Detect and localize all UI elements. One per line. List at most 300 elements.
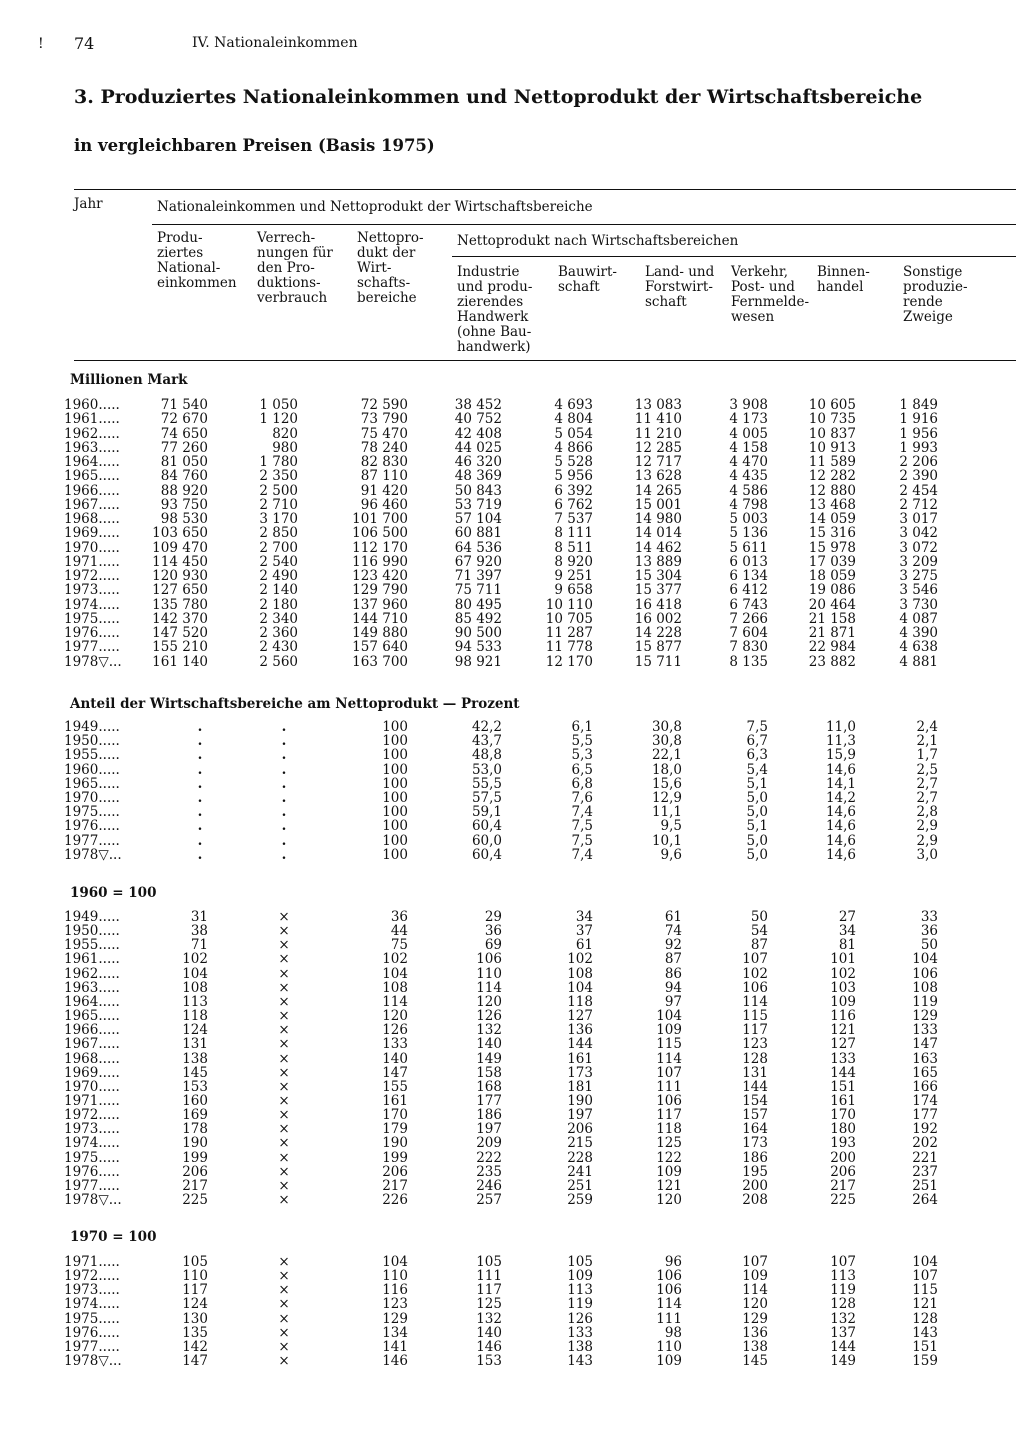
- cell-verrechnungen: 2 430: [259, 639, 298, 656]
- cell-bauwirtschaft: 7,4: [571, 804, 593, 821]
- cell-verrechnungen: ×: [278, 1296, 290, 1313]
- row-year: 1978▽...: [64, 653, 122, 670]
- cell-nettoprodukt: 199: [382, 1149, 408, 1166]
- cell-nettoprodukt: 78 240: [360, 439, 408, 456]
- cell-verrechnungen: 2 500: [259, 482, 298, 499]
- cell-nettoprodukt: 100: [382, 747, 408, 764]
- table-row: [0, 910, 1024, 924]
- col-header-land-forst: Land- und Forstwirt- schaft: [645, 264, 715, 310]
- cell-nettoprodukt: 100: [382, 818, 408, 835]
- cell-verrechnungen: ×: [278, 923, 290, 940]
- table-row: [0, 655, 1024, 669]
- cell-sonstige: 2,9: [916, 832, 938, 849]
- col-header-bauwirtschaft: Bauwirt- schaft: [558, 264, 617, 295]
- cell-bauwirtschaft: 6,1: [571, 719, 593, 735]
- cell-land-forst: 11 210: [634, 425, 682, 442]
- cell-verkehr: 50: [750, 909, 768, 925]
- cell-binnenhandel: 144: [830, 1338, 856, 1355]
- cell-bauwirtschaft: 34: [575, 909, 593, 925]
- cell-nettoprodukt: 163 700: [352, 653, 408, 670]
- row-year: 1955.....: [64, 747, 120, 764]
- cell-industrie: 53,0: [471, 761, 502, 778]
- cell-verrechnungen: 2 140: [259, 582, 298, 599]
- cell-verrechnungen: .: [281, 818, 287, 835]
- cell-binnenhandel: 170: [830, 1107, 856, 1124]
- cell-verrechnungen: .: [281, 832, 287, 849]
- cell-bauwirtschaft: 7,6: [571, 790, 593, 806]
- cell-bauwirtschaft: 5 956: [554, 468, 593, 485]
- cell-nettoprodukt: 140: [382, 1050, 408, 1067]
- cell-sonstige: 4 638: [899, 639, 938, 656]
- cell-verrechnungen: .: [281, 804, 287, 821]
- cell-produziertes-ne: 71: [190, 937, 208, 954]
- cell-industrie: 98 921: [454, 653, 502, 670]
- cell-verkehr: 5,1: [746, 775, 768, 792]
- cell-produziertes-ne: 206: [182, 1163, 208, 1180]
- cell-land-forst: 117: [656, 1107, 682, 1124]
- cell-produziertes-ne: .: [197, 846, 203, 863]
- cell-verkehr: 173: [742, 1135, 768, 1152]
- row-year: 1960.....: [64, 761, 120, 778]
- cell-produziertes-ne: 124: [182, 1022, 208, 1039]
- table-row: [0, 1094, 1024, 1108]
- cell-bauwirtschaft: 113: [567, 1282, 593, 1299]
- cell-verkehr: 120: [742, 1296, 768, 1313]
- table-row: [0, 777, 1024, 791]
- cell-verrechnungen: .: [281, 733, 287, 750]
- cell-industrie: 132: [476, 1310, 502, 1327]
- table-row: [0, 1312, 1024, 1326]
- cell-verrechnungen: .: [281, 719, 287, 735]
- cell-industrie: 75 711: [454, 582, 502, 599]
- cell-industrie: 60,0: [471, 832, 502, 849]
- cell-verrechnungen: 2 850: [259, 525, 298, 542]
- cell-binnenhandel: 206: [830, 1163, 856, 1180]
- row-year: 1968.....: [64, 1050, 120, 1067]
- cell-land-forst: 9,5: [660, 818, 682, 835]
- cell-land-forst: 104: [656, 1008, 682, 1025]
- cell-nettoprodukt: 149 880: [352, 625, 408, 641]
- cell-industrie: 140: [476, 1324, 502, 1341]
- cell-produziertes-ne: 31: [190, 909, 208, 925]
- cell-sonstige: 2,1: [916, 733, 938, 750]
- cell-nettoprodukt: 96 460: [360, 496, 408, 513]
- table-row: [0, 805, 1024, 819]
- cell-verkehr: 6 134: [729, 568, 768, 584]
- cell-sonstige: 177: [912, 1107, 938, 1124]
- cell-binnenhandel: 14,2: [825, 790, 856, 806]
- cell-produziertes-ne: 110: [182, 1268, 208, 1285]
- cell-bauwirtschaft: 5,3: [571, 747, 593, 764]
- cell-bauwirtschaft: 5 528: [554, 454, 593, 470]
- cell-verkehr: 109: [742, 1268, 768, 1285]
- table-row: [0, 995, 1024, 1009]
- table-row: [0, 512, 1024, 526]
- cell-land-forst: 109: [656, 1353, 682, 1370]
- row-year: 1976.....: [64, 818, 120, 835]
- cell-produziertes-ne: .: [197, 761, 203, 778]
- col-header-binnenhandel: Binnen- handel: [817, 264, 870, 295]
- cell-land-forst: 114: [656, 1296, 682, 1313]
- cell-verrechnungen: ×: [278, 1036, 290, 1053]
- cell-sonstige: 2,9: [916, 818, 938, 835]
- cell-verrechnungen: ×: [278, 1078, 290, 1095]
- cell-industrie: 158: [476, 1064, 502, 1081]
- cell-sonstige: 4 390: [899, 625, 938, 641]
- cell-bauwirtschaft: 8 511: [554, 539, 593, 556]
- cell-produziertes-ne: 142 370: [152, 610, 208, 627]
- cell-nettoprodukt: 206: [382, 1163, 408, 1180]
- table-row: [0, 598, 1024, 612]
- cell-land-forst: 115: [656, 1036, 682, 1053]
- table-row: [0, 1009, 1024, 1023]
- cell-bauwirtschaft: 259: [567, 1192, 593, 1208]
- cell-bauwirtschaft: 6,5: [571, 761, 593, 778]
- table-row: [0, 427, 1024, 441]
- cell-verrechnungen: ×: [278, 1050, 290, 1067]
- cell-land-forst: 61: [664, 909, 682, 925]
- cell-verrechnungen: .: [281, 790, 287, 806]
- cell-verrechnungen: ×: [278, 1268, 290, 1285]
- cell-produziertes-ne: 103 650: [152, 525, 208, 542]
- cell-binnenhandel: 14,1: [825, 775, 856, 792]
- cell-binnenhandel: 14,6: [825, 761, 856, 778]
- cell-land-forst: 9,6: [660, 846, 682, 863]
- cell-land-forst: 11,1: [651, 804, 682, 821]
- cell-sonstige: 104: [912, 1254, 938, 1270]
- row-year: 1971.....: [64, 553, 120, 570]
- cell-sonstige: 237: [912, 1163, 938, 1180]
- table-row: [0, 1165, 1024, 1179]
- table-row: [0, 526, 1024, 540]
- cell-nettoprodukt: 100: [382, 832, 408, 849]
- group-header-rule: [152, 224, 1016, 225]
- cell-bauwirtschaft: 105: [567, 1254, 593, 1270]
- row-year: 1965.....: [64, 775, 120, 792]
- cell-bauwirtschaft: 7,5: [571, 832, 593, 849]
- cell-nettoprodukt: 110: [382, 1268, 408, 1285]
- cell-industrie: 125: [476, 1296, 502, 1313]
- cell-verkehr: 4 586: [729, 482, 768, 499]
- cell-sonstige: 3 017: [899, 511, 938, 527]
- row-year: 1964.....: [64, 993, 120, 1010]
- cell-industrie: 71 397: [454, 568, 502, 584]
- cell-verkehr: 117: [742, 1022, 768, 1039]
- cell-nettoprodukt: 147: [382, 1064, 408, 1081]
- cell-binnenhandel: 11,3: [825, 733, 856, 750]
- col-header-nettoprodukt: Nettopro- dukt der Wirt- schafts- bereiche: [357, 230, 424, 306]
- cell-industrie: 246: [476, 1177, 502, 1194]
- row-year: 1975.....: [64, 1149, 120, 1166]
- cell-verrechnungen: 2 560: [259, 653, 298, 670]
- cell-nettoprodukt: 170: [382, 1107, 408, 1124]
- row-year: 1962.....: [64, 965, 120, 982]
- cell-binnenhandel: 101: [830, 951, 856, 968]
- row-year: 1955.....: [64, 937, 120, 954]
- cell-verrechnungen: ×: [278, 1192, 290, 1208]
- cell-sonstige: 1 956: [899, 425, 938, 442]
- cell-produziertes-ne: .: [197, 747, 203, 764]
- cell-binnenhandel: 119: [830, 1282, 856, 1299]
- table-row: [0, 848, 1024, 862]
- cell-produziertes-ne: 84 760: [160, 468, 208, 485]
- row-year: 1966.....: [64, 1022, 120, 1039]
- cell-land-forst: 15,6: [651, 775, 682, 792]
- cell-industrie: 48,8: [471, 747, 502, 764]
- cell-verkehr: 115: [742, 1008, 768, 1025]
- cell-industrie: 222: [476, 1149, 502, 1166]
- cell-verrechnungen: ×: [278, 965, 290, 982]
- table-row: [0, 555, 1024, 569]
- cell-produziertes-ne: 72 670: [160, 411, 208, 428]
- cell-nettoprodukt: 36: [390, 909, 408, 925]
- cell-industrie: 60 881: [454, 525, 502, 542]
- cell-produziertes-ne: 117: [182, 1282, 208, 1299]
- cell-produziertes-ne: .: [197, 733, 203, 750]
- cell-binnenhandel: 13 468: [808, 496, 856, 513]
- cell-nettoprodukt: 179: [382, 1121, 408, 1138]
- cell-verrechnungen: 3 170: [259, 511, 298, 527]
- cell-bauwirtschaft: 4 866: [554, 439, 593, 456]
- row-year: 1973.....: [64, 1282, 120, 1299]
- cell-sonstige: 119: [912, 993, 938, 1010]
- table-row: [0, 1023, 1024, 1037]
- cell-binnenhandel: 20 464: [808, 596, 856, 613]
- cell-produziertes-ne: 113: [182, 993, 208, 1010]
- cell-verkehr: 106: [742, 979, 768, 996]
- table-row: [0, 1283, 1024, 1297]
- cell-verkehr: 6,7: [746, 733, 768, 750]
- cell-nettoprodukt: 100: [382, 733, 408, 750]
- cell-industrie: 105: [476, 1254, 502, 1270]
- cell-produziertes-ne: 77 260: [160, 439, 208, 456]
- cell-land-forst: 118: [656, 1121, 682, 1138]
- table-row: [0, 1037, 1024, 1051]
- cell-sonstige: 1 849: [899, 397, 938, 413]
- table-row: [0, 441, 1024, 455]
- cell-bauwirtschaft: 190: [567, 1092, 593, 1109]
- cell-verrechnungen: .: [281, 747, 287, 764]
- cell-verrechnungen: ×: [278, 951, 290, 968]
- cell-verrechnungen: .: [281, 775, 287, 792]
- table-row: [0, 1179, 1024, 1193]
- cell-verkehr: 7 604: [729, 625, 768, 641]
- cell-bauwirtschaft: 9 251: [554, 568, 593, 584]
- row-year: 1976.....: [64, 1163, 120, 1180]
- table-row: [0, 640, 1024, 654]
- cell-bauwirtschaft: 5,5: [571, 733, 593, 750]
- row-year: 1960.....: [64, 397, 120, 413]
- cell-verrechnungen: ×: [278, 1310, 290, 1327]
- cell-produziertes-ne: 102: [182, 951, 208, 968]
- cell-verrechnungen: ×: [278, 1022, 290, 1039]
- cell-produziertes-ne: 138: [182, 1050, 208, 1067]
- table-row: [0, 1269, 1024, 1283]
- cell-verrechnungen: ×: [278, 979, 290, 996]
- cell-land-forst: 14 265: [634, 482, 682, 499]
- cell-binnenhandel: 121: [830, 1022, 856, 1039]
- cell-industrie: 168: [476, 1078, 502, 1095]
- cell-industrie: 64 536: [454, 539, 502, 556]
- cell-land-forst: 94: [664, 979, 682, 996]
- cell-bauwirtschaft: 109: [567, 1268, 593, 1285]
- table-row: [0, 1066, 1024, 1080]
- cell-binnenhandel: 109: [830, 993, 856, 1010]
- table-row: [0, 498, 1024, 512]
- cell-land-forst: 121: [656, 1177, 682, 1194]
- cell-bauwirtschaft: 136: [567, 1022, 593, 1039]
- cell-binnenhandel: 15 978: [808, 539, 856, 556]
- cell-verkehr: 186: [742, 1149, 768, 1166]
- cell-verrechnungen: .: [281, 761, 287, 778]
- cell-industrie: 177: [476, 1092, 502, 1109]
- cell-verkehr: 5 003: [729, 511, 768, 527]
- cell-sonstige: 2 206: [899, 454, 938, 470]
- cell-nettoprodukt: 116 990: [352, 553, 408, 570]
- cell-bauwirtschaft: 6 762: [554, 496, 593, 513]
- table-row: [0, 938, 1024, 952]
- cell-produziertes-ne: 105: [182, 1254, 208, 1270]
- cell-industrie: 126: [476, 1008, 502, 1025]
- cell-verrechnungen: 2 710: [259, 496, 298, 513]
- cell-binnenhandel: 132: [830, 1310, 856, 1327]
- cell-land-forst: 16 002: [634, 610, 682, 627]
- table-row: [0, 1354, 1024, 1368]
- cell-bauwirtschaft: 8 920: [554, 553, 593, 570]
- row-year: 1978▽...: [64, 1192, 122, 1208]
- cell-bauwirtschaft: 11 287: [545, 625, 593, 641]
- cell-bauwirtschaft: 5 054: [554, 425, 593, 442]
- cell-nettoprodukt: 100: [382, 761, 408, 778]
- row-year: 1976.....: [64, 625, 120, 641]
- cell-industrie: 57,5: [471, 790, 502, 806]
- cell-sonstige: 174: [912, 1092, 938, 1109]
- cell-industrie: 40 752: [454, 411, 502, 428]
- cell-bauwirtschaft: 10 110: [545, 596, 593, 613]
- table-row: [0, 763, 1024, 777]
- cell-verkehr: 5 611: [729, 539, 768, 556]
- row-year: 1972.....: [64, 1268, 120, 1285]
- cell-verrechnungen: ×: [278, 1338, 290, 1355]
- cell-industrie: 60,4: [471, 846, 502, 863]
- table-row: [0, 484, 1024, 498]
- group-header: Nationaleinkommen und Nettoprodukt der Wirtschaftsbereiche: [157, 199, 593, 215]
- table-row: [0, 583, 1024, 597]
- table-row: [0, 1052, 1024, 1066]
- cell-produziertes-ne: 114 450: [152, 553, 208, 570]
- cell-verkehr: 87: [750, 937, 768, 954]
- cell-verrechnungen: 2 350: [259, 468, 298, 485]
- cell-industrie: 94 533: [454, 639, 502, 656]
- cell-sonstige: 151: [912, 1338, 938, 1355]
- cell-verrechnungen: ×: [278, 1163, 290, 1180]
- cell-binnenhandel: 10 605: [808, 397, 856, 413]
- table-row: [0, 924, 1024, 938]
- cell-produziertes-ne: 147 520: [152, 625, 208, 641]
- cell-verkehr: 5,0: [746, 790, 768, 806]
- cell-nettoprodukt: 100: [382, 719, 408, 735]
- cell-land-forst: 30,8: [651, 733, 682, 750]
- cell-sonstige: 121: [912, 1296, 938, 1313]
- cell-land-forst: 22,1: [651, 747, 682, 764]
- cell-sonstige: 1,7: [916, 747, 938, 764]
- cell-produziertes-ne: 199: [182, 1149, 208, 1166]
- cell-binnenhandel: 17 039: [808, 553, 856, 570]
- cell-verrechnungen: 1 120: [259, 411, 298, 428]
- cell-land-forst: 30,8: [651, 719, 682, 735]
- cell-binnenhandel: 107: [830, 1254, 856, 1270]
- cell-verrechnungen: 1 050: [259, 397, 298, 413]
- cell-verkehr: 5,0: [746, 804, 768, 821]
- row-year: 1972.....: [64, 1107, 120, 1124]
- cell-produziertes-ne: 153: [182, 1078, 208, 1095]
- page-subtitle: in vergleichbaren Preisen (Basis 1975): [74, 136, 435, 155]
- cell-industrie: 59,1: [471, 804, 502, 821]
- cell-produziertes-ne: 142: [182, 1338, 208, 1355]
- row-year: 1972.....: [64, 568, 120, 584]
- cell-nettoprodukt: 129 790: [352, 582, 408, 599]
- cell-binnenhandel: 10 913: [808, 439, 856, 456]
- cell-nettoprodukt: 133: [382, 1036, 408, 1053]
- cell-industrie: 106: [476, 951, 502, 968]
- cell-industrie: 80 495: [454, 596, 502, 613]
- cell-verkehr: 3 908: [729, 397, 768, 413]
- cell-sonstige: 106: [912, 965, 938, 982]
- cell-produziertes-ne: 135 780: [152, 596, 208, 613]
- cell-land-forst: 12,9: [651, 790, 682, 806]
- cell-verkehr: 102: [742, 965, 768, 982]
- cell-verkehr: 114: [742, 1282, 768, 1299]
- section-title: Anteil der Wirtschaftsbereiche am Nettoprodukt — Prozent: [70, 696, 520, 712]
- cell-verrechnungen: 2 360: [259, 625, 298, 641]
- row-year: 1969.....: [64, 1064, 120, 1081]
- cell-bauwirtschaft: 181: [567, 1078, 593, 1095]
- section-title: 1970 = 100: [70, 1229, 157, 1245]
- cell-nettoprodukt: 44: [390, 923, 408, 940]
- cell-binnenhandel: 103: [830, 979, 856, 996]
- cell-land-forst: 125: [656, 1135, 682, 1152]
- cell-verkehr: 195: [742, 1163, 768, 1180]
- cell-binnenhandel: 21 871: [808, 625, 856, 641]
- cell-industrie: 235: [476, 1163, 502, 1180]
- cell-sonstige: 3 042: [899, 525, 938, 542]
- row-year: 1975.....: [64, 610, 120, 627]
- cell-sonstige: 192: [912, 1121, 938, 1138]
- row-year: 1974.....: [64, 596, 120, 613]
- cell-verrechnungen: ×: [278, 1107, 290, 1124]
- cell-nettoprodukt: 100: [382, 846, 408, 863]
- table-row: [0, 734, 1024, 748]
- row-year: 1966.....: [64, 482, 120, 499]
- row-year: 1973.....: [64, 582, 120, 599]
- cell-verkehr: 145: [742, 1353, 768, 1370]
- cell-sonstige: 107: [912, 1268, 938, 1285]
- cell-land-forst: 120: [656, 1192, 682, 1208]
- cell-bauwirtschaft: 206: [567, 1121, 593, 1138]
- cell-verkehr: 157: [742, 1107, 768, 1124]
- row-year: 1969.....: [64, 525, 120, 542]
- cell-produziertes-ne: 169: [182, 1107, 208, 1124]
- cell-nettoprodukt: 155: [382, 1078, 408, 1095]
- cell-land-forst: 13 628: [634, 468, 682, 485]
- cell-nettoprodukt: 82 830: [360, 454, 408, 470]
- cell-verkehr: 200: [742, 1177, 768, 1194]
- cell-binnenhandel: 14,6: [825, 846, 856, 863]
- cell-bauwirtschaft: 161: [567, 1050, 593, 1067]
- table-row: [0, 541, 1024, 555]
- cell-nettoprodukt: 112 170: [352, 539, 408, 556]
- running-head: IV. Nationaleinkommen: [192, 35, 358, 51]
